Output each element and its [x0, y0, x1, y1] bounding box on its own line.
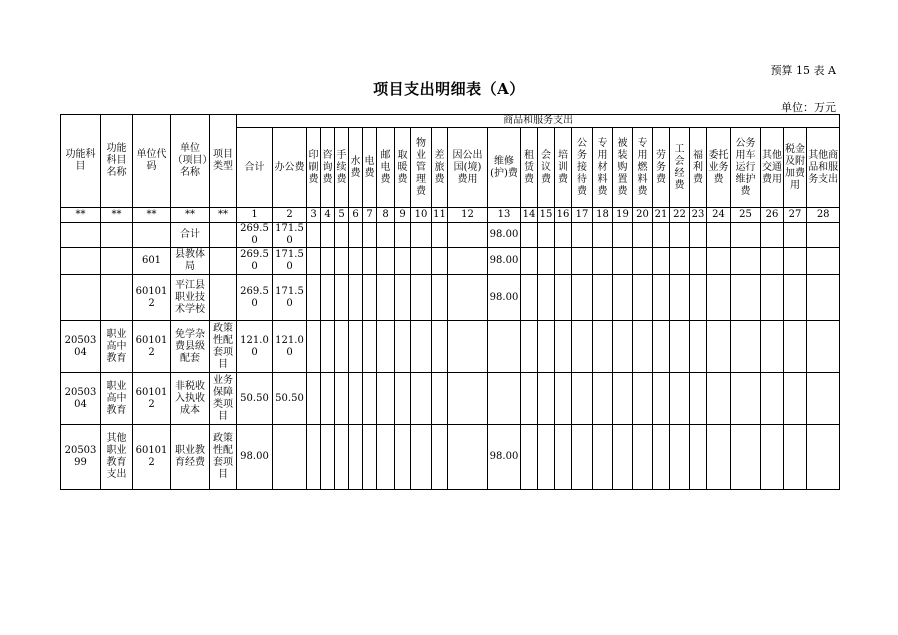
row-dept-col-13: 98.00 [488, 248, 521, 275]
row-d1-code: 601012 [133, 321, 171, 373]
row-unit-col-13: 98.00 [488, 275, 521, 321]
header-col-18: 专用材料费 [593, 128, 613, 208]
index-cell: 7 [363, 208, 377, 223]
index-cell: 16 [555, 208, 572, 223]
index-cell: ** [61, 208, 101, 223]
header-col-8: 邮电费 [377, 128, 395, 208]
header-col-28: 其他商品和服务支出 [807, 128, 840, 208]
row-unit-col-1: 269.50 [237, 275, 273, 321]
row-d2-func-name: 职业高中教育 [101, 373, 133, 425]
row-d1-col-2: 121.00 [273, 321, 307, 373]
row-d3-type: 政策性配套项目 [210, 425, 237, 490]
header-col-22: 工会经费 [670, 128, 690, 208]
index-cell: 26 [761, 208, 784, 223]
row-d3-col-1: 98.00 [237, 425, 273, 490]
header-col-12: 因公出国(境)费用 [448, 128, 488, 208]
table-row-unit [61, 275, 840, 321]
row-total-label: 合计 [171, 223, 210, 248]
index-cell: 21 [653, 208, 670, 223]
header-col-4: 咨询费 [321, 128, 335, 208]
row-total-col-2: 171.50 [273, 223, 307, 248]
header-col-20: 专用燃料费 [633, 128, 653, 208]
row-total-col-13: 98.00 [488, 223, 521, 248]
header-col-1: 合计 [237, 128, 273, 208]
index-cell: 10 [411, 208, 432, 223]
unit-label: 单位：万元 [781, 101, 836, 114]
header-col-2: 办公费 [273, 128, 307, 208]
header-col-11: 差旅费 [432, 128, 448, 208]
header-col-24: 委托业务费 [707, 128, 731, 208]
header-col-3: 印刷费 [307, 128, 321, 208]
row-d2-col-1: 50.50 [237, 373, 273, 425]
index-cell: 25 [731, 208, 761, 223]
index-cell: 13 [488, 208, 521, 223]
index-row [61, 208, 840, 223]
row-dept-col-1: 269.50 [237, 248, 273, 275]
index-cell: ** [101, 208, 133, 223]
index-cell: 24 [707, 208, 731, 223]
row-d1-func-name: 职业高中教育 [101, 321, 133, 373]
table-row-detail-3 [61, 425, 840, 490]
row-d3-func-name: 其他职业教育支出 [101, 425, 133, 490]
row-d3-name: 职业教育经费 [171, 425, 210, 490]
row-d1-name: 免学杂费县级配套 [171, 321, 210, 373]
row-dept-col-2: 171.50 [273, 248, 307, 275]
index-cell: 8 [377, 208, 395, 223]
header-col-15: 会议费 [538, 128, 555, 208]
header-col-23: 福利费 [690, 128, 707, 208]
index-cell: 19 [613, 208, 633, 223]
index-cell: 11 [432, 208, 448, 223]
row-dept-code: 601 [133, 248, 171, 275]
header-project-type: 项目类型 [210, 115, 237, 208]
table-row-dept [61, 248, 840, 275]
table-row-total [61, 223, 840, 248]
project-expenditure-table [60, 114, 840, 490]
header-col-13: 维修(护)费 [488, 128, 521, 208]
header-goods-services-group: 商品和服务支出 [237, 115, 840, 128]
row-d2-name: 非税收入执收成本 [171, 373, 210, 425]
row-d1-col-1: 121.00 [237, 321, 273, 373]
index-cell: 2 [273, 208, 307, 223]
header-col-16: 培训费 [555, 128, 572, 208]
header-col-19: 被装购置费 [613, 128, 633, 208]
index-cell: 3 [307, 208, 321, 223]
form-code: 预算 15 表 A [770, 64, 836, 77]
index-cell: 20 [633, 208, 653, 223]
index-cell: 14 [521, 208, 538, 223]
index-cell: 9 [395, 208, 411, 223]
header-col-27: 税金及附加费用 [784, 128, 807, 208]
row-dept-name: 县教体局 [171, 248, 210, 275]
row-d3-code: 601012 [133, 425, 171, 490]
row-d2-col-2: 50.50 [273, 373, 307, 425]
header-col-14: 租赁费 [521, 128, 538, 208]
index-cell: ** [171, 208, 210, 223]
row-total-col-1: 269.50 [237, 223, 273, 248]
row-d2-code: 601012 [133, 373, 171, 425]
header-col-10: 物业管理费 [411, 128, 432, 208]
header-col-7: 电费 [363, 128, 377, 208]
index-cell: 17 [572, 208, 593, 223]
row-unit-name: 平江县职业技术学校 [171, 275, 210, 321]
row-d1-type: 政策性配套项目 [210, 321, 237, 373]
index-cell: ** [210, 208, 237, 223]
row-d1-func: 2050304 [61, 321, 101, 373]
index-cell: 28 [807, 208, 840, 223]
header-group-row [61, 115, 840, 128]
table-row-detail-1 [61, 321, 840, 373]
header-col-26: 其他交通费用 [761, 128, 784, 208]
header-col-25: 公务用车运行维护费 [731, 128, 761, 208]
row-unit-code: 601012 [133, 275, 171, 321]
row-d3-col-13: 98.00 [488, 425, 521, 490]
header-col-17: 公务接待费 [572, 128, 593, 208]
index-cell: 22 [670, 208, 690, 223]
index-cell: 6 [349, 208, 363, 223]
index-cell: 12 [448, 208, 488, 223]
index-cell: 1 [237, 208, 273, 223]
index-cell: 23 [690, 208, 707, 223]
header-col-6: 水费 [349, 128, 363, 208]
header-unit-project-name: 单位（项目）名称 [171, 115, 210, 208]
index-cell: 27 [784, 208, 807, 223]
index-cell: ** [133, 208, 171, 223]
header-func-subject: 功能科目 [61, 115, 101, 208]
row-d2-type: 业务保障类项目 [210, 373, 237, 425]
index-cell: 15 [538, 208, 555, 223]
header-col-21: 劳务费 [653, 128, 670, 208]
index-cell: 4 [321, 208, 335, 223]
header-col-9: 取暖费 [395, 128, 411, 208]
header-unit-code: 单位代码 [133, 115, 171, 208]
table-row-detail-2 [61, 373, 840, 425]
row-d3-func: 2050399 [61, 425, 101, 490]
header-col-5: 手续费 [335, 128, 349, 208]
row-unit-col-2: 171.50 [273, 275, 307, 321]
index-cell: 18 [593, 208, 613, 223]
index-cell: 5 [335, 208, 349, 223]
page-title: 项目支出明细表（A） [373, 80, 525, 98]
row-d2-func: 2050304 [61, 373, 101, 425]
header-func-subject-name: 功能科目名称 [101, 115, 133, 208]
